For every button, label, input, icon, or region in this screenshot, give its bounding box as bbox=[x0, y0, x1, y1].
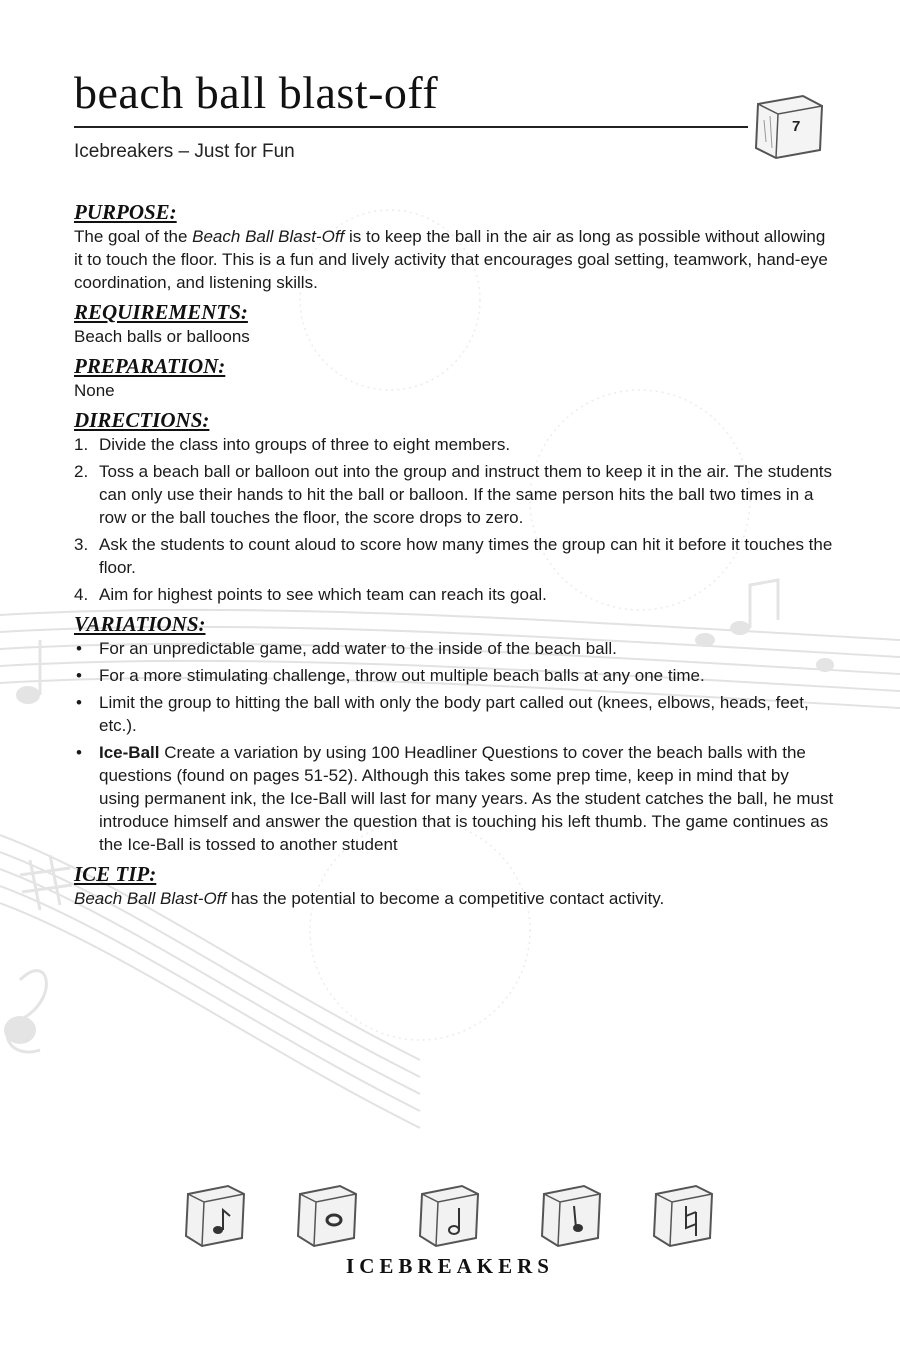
list-item bbox=[74, 664, 834, 687]
natural-sign-icon bbox=[654, 1186, 712, 1246]
ice-tip-section bbox=[74, 862, 834, 910]
directions-list bbox=[74, 433, 834, 606]
list-item bbox=[74, 637, 834, 660]
requirements-heading: REQUIREMENTS: bbox=[74, 300, 248, 324]
ice-tip-heading: ICE TIP: bbox=[74, 862, 157, 886]
purpose-section bbox=[74, 200, 834, 294]
list-number: 1. bbox=[74, 435, 89, 454]
eighth-note-icon bbox=[186, 1186, 244, 1246]
page-subtitle: Icebreakers – Just for Fun bbox=[74, 141, 295, 162]
directions-section bbox=[74, 408, 834, 606]
half-note-icon bbox=[420, 1186, 478, 1246]
page-title: beach ball blast-off bbox=[74, 67, 439, 118]
list-item bbox=[74, 741, 834, 856]
activity-body bbox=[74, 200, 834, 916]
list-text: Create a variation by using 100 Headliner Questions to cover the beach balls with the questions (found on pages 51-52). Although this takes some prep time, keep in mind that by using permanent ink, the Ice-Ball will last for many years. As the student catches the ball, he must introduce himself and answer the question that is touching his left thumb. The game continues as the Ice-Ball is tossed to another student bbox=[99, 743, 834, 854]
purpose-text-lead: The goal of the bbox=[74, 227, 193, 246]
ice-tip-text-rest: has the potential to become a competitive contact activity. bbox=[226, 889, 665, 908]
list-item bbox=[74, 691, 834, 737]
directions-heading: DIRECTIONS: bbox=[74, 408, 210, 432]
bullet-icon: • bbox=[76, 639, 82, 658]
list-text: For a more stimulating challenge, throw out multiple beach balls at any one time. bbox=[99, 666, 705, 685]
footer-brand: ICEBREAKERS bbox=[346, 1254, 554, 1278]
list-item bbox=[74, 460, 834, 529]
quarter-note-icon bbox=[542, 1186, 600, 1246]
purpose-heading: PURPOSE: bbox=[74, 200, 177, 224]
ice-tip-text bbox=[74, 887, 834, 910]
list-text: Toss a beach ball or balloon out into the group and instruct them to keep it in the air. The students can only use their hands to hit the ball or balloon. If the same person hits the ball two times in a row or the ball touches the floor, the score drops to zero. bbox=[99, 462, 833, 527]
ice-ball-label: Ice-Ball bbox=[99, 743, 160, 762]
variations-section bbox=[74, 612, 834, 856]
page-number: 7 bbox=[792, 118, 801, 135]
list-number: 4. bbox=[74, 585, 89, 604]
preparation-section bbox=[74, 354, 834, 402]
list-text: Aim for highest points to see which team can reach its goal. bbox=[99, 585, 547, 604]
list-item bbox=[74, 583, 834, 606]
list-text: For an unpredictable game, add water to the inside of the beach ball. bbox=[99, 639, 617, 658]
bullet-icon: • bbox=[76, 666, 82, 685]
purpose-text bbox=[74, 225, 834, 294]
list-item bbox=[74, 533, 834, 579]
preparation-heading: PREPARATION: bbox=[74, 354, 226, 378]
variations-heading: VARIATIONS: bbox=[74, 612, 206, 636]
list-text: Divide the class into groups of three to eight members. bbox=[99, 435, 511, 454]
ice-cube-icon bbox=[748, 90, 828, 162]
requirements-section bbox=[74, 300, 834, 348]
variations-list bbox=[74, 637, 834, 856]
bullet-icon: • bbox=[76, 693, 82, 712]
whole-note-icon bbox=[298, 1186, 356, 1246]
footer-ice-cubes bbox=[180, 1180, 730, 1250]
purpose-text-rest: is to keep the ball in the air as long as possible without allowing it to touch the floor. This is a fun and lively activity that encourages goal setting, teamwork, hand-eye coordination, and listening skills. bbox=[74, 227, 828, 292]
list-number: 2. bbox=[74, 462, 89, 481]
preparation-text: None bbox=[74, 381, 115, 400]
list-text: Ask the students to count aloud to score how many times the group can hit it before it touches the floor. bbox=[99, 535, 833, 577]
bullet-icon: • bbox=[76, 743, 82, 762]
title-underline bbox=[74, 126, 748, 128]
list-text: Limit the group to hitting the ball with only the body part called out (knees, elbows, heads, feet, etc.). bbox=[99, 693, 809, 735]
list-item bbox=[74, 433, 834, 456]
list-number: 3. bbox=[74, 535, 89, 554]
game-name: Beach Ball Blast-Off bbox=[74, 889, 227, 908]
requirements-text: Beach balls or balloons bbox=[74, 327, 250, 346]
game-name: Beach Ball Blast-Off bbox=[192, 227, 345, 246]
